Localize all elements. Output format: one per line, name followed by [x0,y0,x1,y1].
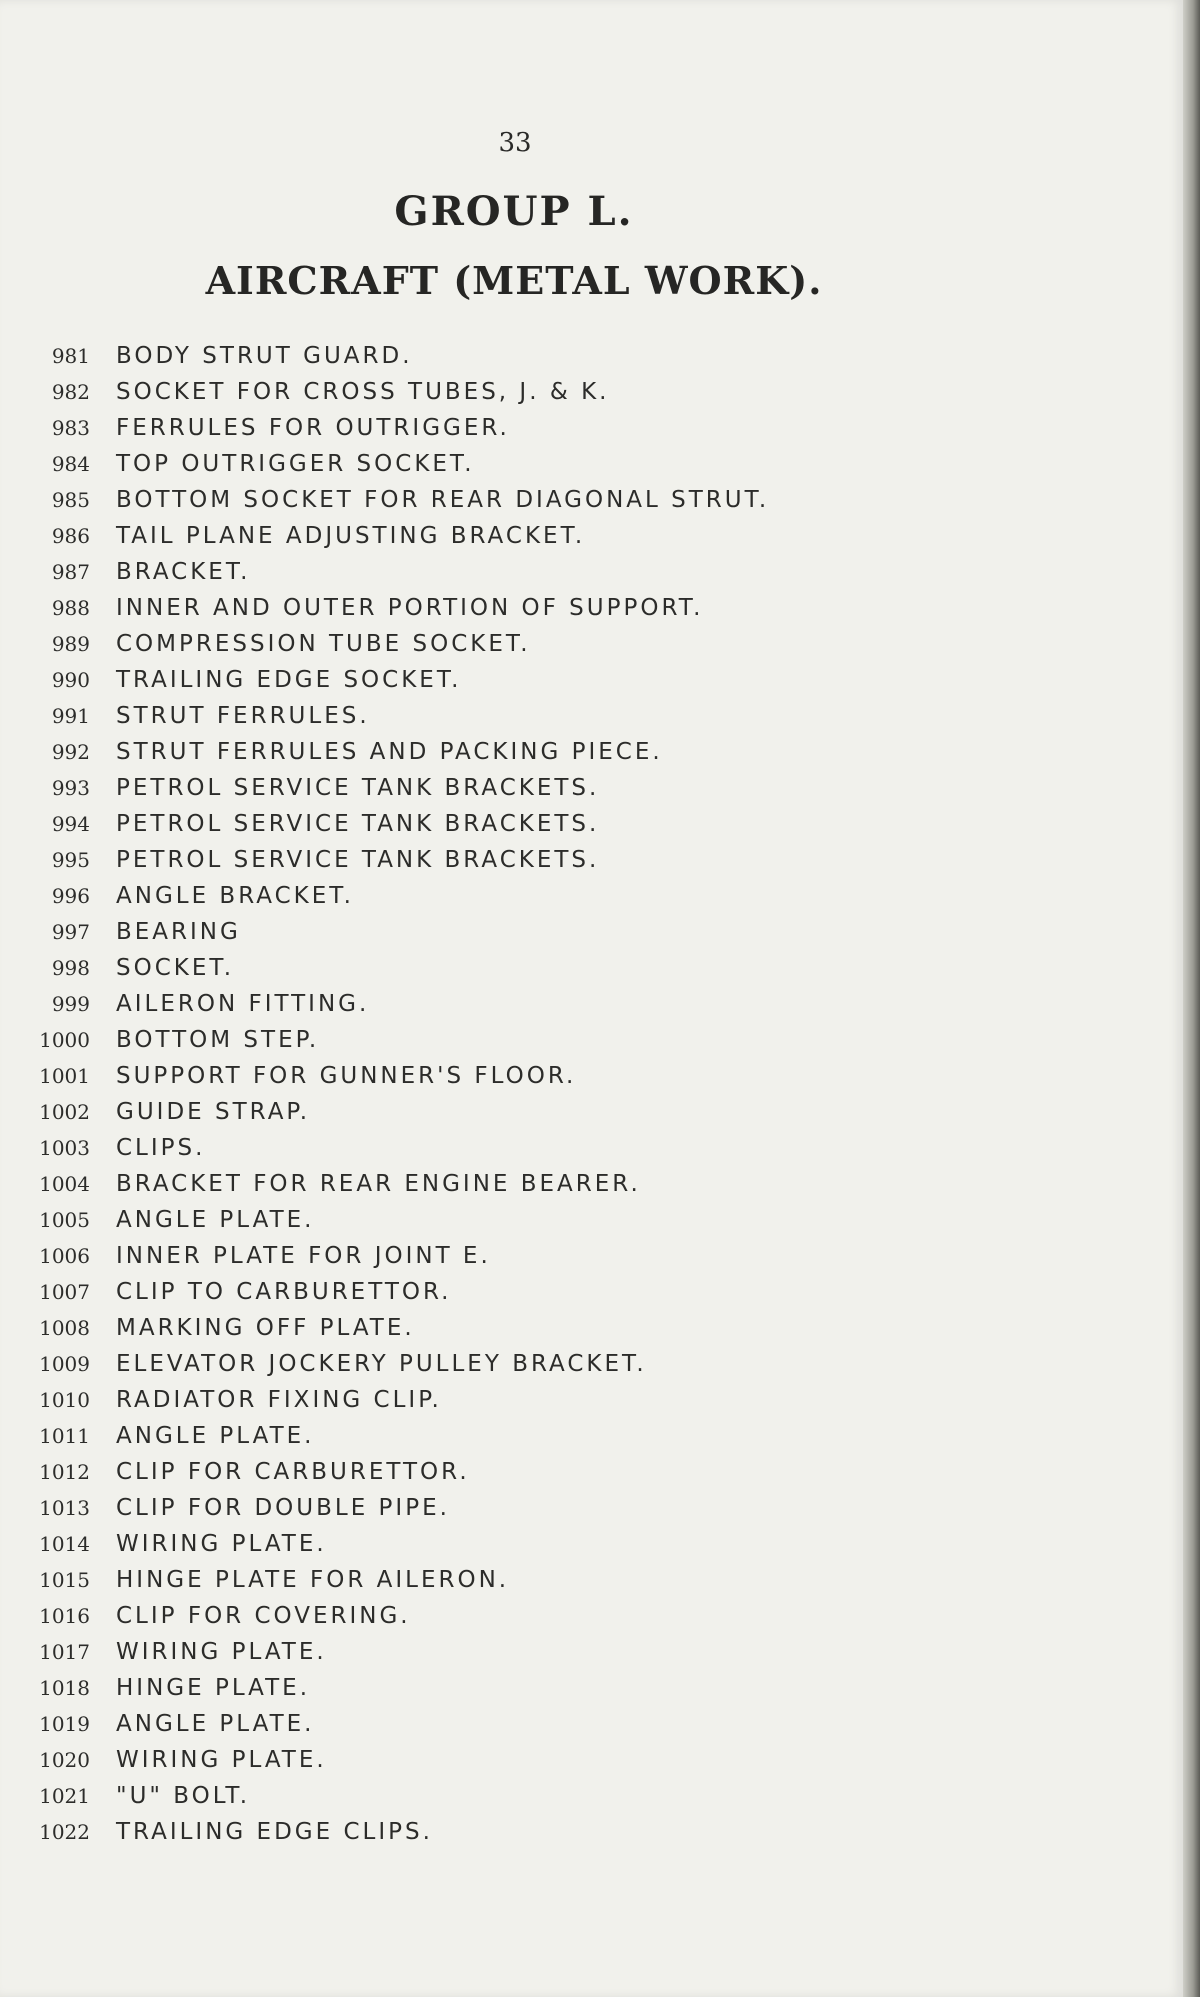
list-item [0,662,1180,698]
list-item [0,1742,1180,1778]
item-description: CLIPS. [116,1135,206,1161]
list-item [0,986,1180,1022]
item-number: 1017 [39,1640,90,1664]
item-number: 984 [51,452,90,476]
item-description: SOCKET FOR CROSS TUBES, J. & K. [116,379,610,405]
item-description: RADIATOR FIXING CLIP. [116,1387,442,1413]
item-description: ANGLE PLATE. [116,1207,315,1233]
list-item [0,482,1180,518]
item-description: INNER PLATE FOR JOINT E. [116,1243,491,1269]
list-item [0,950,1180,986]
list-item [0,1094,1180,1130]
list-item [0,1490,1180,1526]
item-description: SUPPORT FOR GUNNER'S FLOOR. [116,1063,577,1089]
list-item [0,1454,1180,1490]
list-item [0,1058,1180,1094]
item-description: CLIP FOR COVERING. [116,1603,411,1629]
item-description: BRACKET FOR REAR ENGINE BEARER. [116,1171,641,1197]
list-item [0,1778,1180,1814]
item-number: 996 [51,884,90,908]
item-number: 981 [51,344,90,368]
list-item [0,1562,1180,1598]
item-number: 990 [51,668,90,692]
item-number: 1006 [39,1244,90,1268]
list-item [0,842,1180,878]
item-number: 1015 [39,1568,90,1592]
item-description: TRAILING EDGE SOCKET. [116,667,462,693]
list-item [0,1166,1180,1202]
item-number: 991 [51,704,90,728]
item-description: WIRING PLATE. [116,1531,327,1557]
list-item [0,1130,1180,1166]
item-description: ELEVATOR JOCKERY PULLEY BRACKET. [116,1351,647,1377]
page-number: 33 [498,128,532,158]
list-item [0,590,1180,626]
item-number: 1002 [39,1100,90,1124]
item-number: 1010 [39,1388,90,1412]
item-number: 1001 [39,1064,90,1088]
item-description: GUIDE STRAP. [116,1099,311,1125]
item-number: 998 [51,956,90,980]
item-number: 1005 [39,1208,90,1232]
item-number: 992 [51,740,90,764]
item-number: 1016 [39,1604,90,1628]
item-description: PETROL SERVICE TANK BRACKETS. [116,775,600,801]
item-description: BOTTOM SOCKET FOR REAR DIAGONAL STRUT. [116,487,770,513]
list-item [0,1598,1180,1634]
item-description: CLIP FOR DOUBLE PIPE. [116,1495,450,1521]
item-number: 987 [51,560,90,584]
list-item [0,1382,1180,1418]
list-item [0,1814,1180,1850]
list-item [0,1706,1180,1742]
item-description: TAIL PLANE ADJUSTING BRACKET. [116,523,586,549]
item-number: 1007 [39,1280,90,1304]
item-number: 1019 [39,1712,90,1736]
list-item [0,770,1180,806]
item-description: HINGE PLATE. [116,1675,311,1701]
list-item [0,1022,1180,1058]
item-description: CLIP TO CARBURETTOR. [116,1279,452,1305]
item-description: MARKING OFF PLATE. [116,1315,415,1341]
item-description: WIRING PLATE. [116,1639,327,1665]
item-number: 1021 [39,1784,90,1808]
list-item [0,1526,1180,1562]
item-number: 1000 [39,1028,90,1052]
list-item [0,374,1180,410]
item-description: STRUT FERRULES. [116,703,370,729]
list-item [0,1346,1180,1382]
item-description: BODY STRUT GUARD. [116,343,413,369]
list-item [0,626,1180,662]
item-description: COMPRESSION TUBE SOCKET. [116,631,531,657]
item-number: 985 [51,488,90,512]
item-description: PETROL SERVICE TANK BRACKETS. [116,847,600,873]
list-item [0,518,1180,554]
item-number: 997 [51,920,90,944]
item-number: 1004 [39,1172,90,1196]
item-description: WIRING PLATE. [116,1747,327,1773]
item-number: 1018 [39,1676,90,1700]
list-item [0,1634,1180,1670]
item-number: 982 [51,380,90,404]
item-number: 1020 [39,1748,90,1772]
list-item [0,1418,1180,1454]
list-item [0,410,1180,446]
list-item [0,554,1180,590]
item-description: BEARING [116,919,241,945]
item-number: 995 [51,848,90,872]
list-item [0,1238,1180,1274]
item-description: "U" BOLT. [116,1783,251,1809]
item-number: 993 [51,776,90,800]
item-number: 1012 [39,1460,90,1484]
item-description: ANGLE PLATE. [116,1423,315,1449]
item-description: FERRULES FOR OUTRIGGER. [116,415,510,441]
item-number: 986 [51,524,90,548]
page-edge [1183,0,1200,1997]
list-item [0,878,1180,914]
list-item [0,446,1180,482]
list-item [0,698,1180,734]
item-number: 1008 [39,1316,90,1340]
item-description: ANGLE PLATE. [116,1711,315,1737]
item-description: HINGE PLATE FOR AILERON. [116,1567,510,1593]
item-number: 1013 [39,1496,90,1520]
list-item [0,1202,1180,1238]
item-description: AILERON FITTING. [116,991,370,1017]
section-title: AIRCRAFT (METAL WORK). [205,258,823,303]
item-number: 1022 [39,1820,90,1844]
list-item [0,1670,1180,1706]
list-item [0,914,1180,950]
item-description: BRACKET. [116,559,251,585]
list-item [0,338,1180,374]
item-description: TOP OUTRIGGER SOCKET. [116,451,475,477]
item-description: TRAILING EDGE CLIPS. [116,1819,433,1845]
item-number: 1003 [39,1136,90,1160]
item-description: PETROL SERVICE TANK BRACKETS. [116,811,600,837]
group-title: GROUP L. [394,188,634,235]
item-number: 994 [51,812,90,836]
item-number: 1014 [39,1532,90,1556]
item-description: CLIP FOR CARBURETTOR. [116,1459,470,1485]
parts-list [0,338,1180,1850]
item-number: 1009 [39,1352,90,1376]
item-number: 1011 [39,1424,90,1448]
list-item [0,1310,1180,1346]
item-number: 988 [51,596,90,620]
item-number: 983 [51,416,90,440]
item-description: ANGLE BRACKET. [116,883,354,909]
item-description: INNER AND OUTER PORTION OF SUPPORT. [116,595,704,621]
list-item [0,734,1180,770]
list-item [0,806,1180,842]
item-description: STRUT FERRULES AND PACKING PIECE. [116,739,663,765]
item-description: SOCKET. [116,955,235,981]
item-description: BOTTOM STEP. [116,1027,320,1053]
list-item [0,1274,1180,1310]
item-number: 999 [51,992,90,1016]
item-number: 989 [51,632,90,656]
